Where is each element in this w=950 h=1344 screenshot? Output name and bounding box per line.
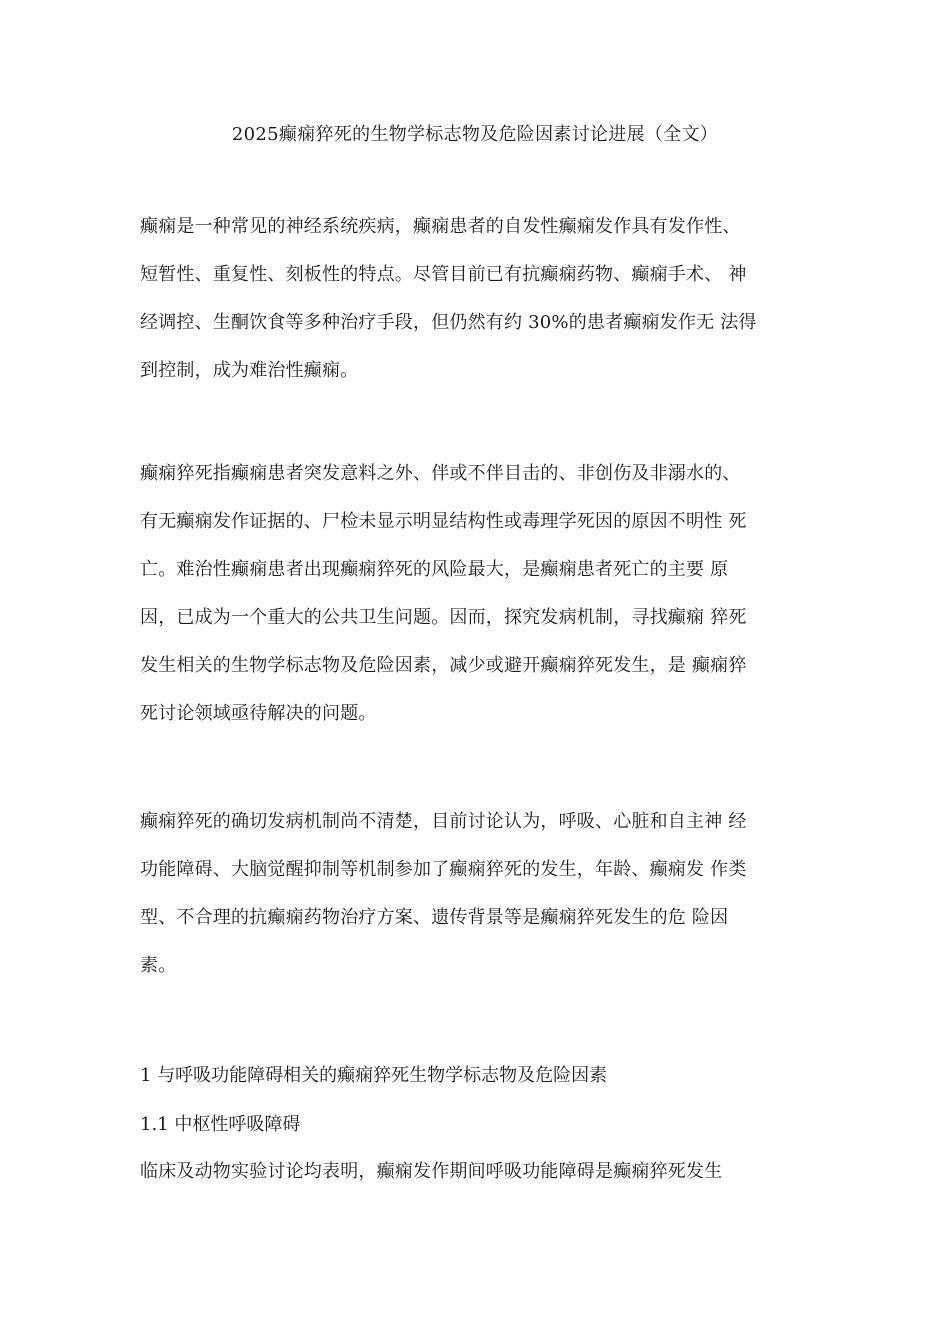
text-line: 素。 — [140, 955, 177, 976]
text-line: 临床及动物实验讨论均表明，癫痫发作期间呼吸功能障碍是癫痫猝死发生 — [140, 1161, 723, 1182]
text-line: 死讨论领域亟待解决的问题。 — [140, 703, 377, 724]
text-line: 发生相关的生物学标志物及危险因素，减少或避开癫痫猝死发生，是 癫痫猝 — [140, 655, 747, 676]
text-line: 癫痫猝死指癫痫患者突发意料之外、伴或不伴目击的、非创伤及非溺水的、 — [140, 463, 741, 484]
document-title: 2025癫痫猝死的生物学标志物及危险因素讨论进展（全文） — [231, 124, 719, 145]
text-line: 因，已成为一个重大的公共卫生问题。因而，探究发病机制，寻找癫痫 猝死 — [140, 607, 747, 628]
paragraph-respiratory — [140, 1148, 722, 1196]
text-line: 到控制，成为难治性癫痫。 — [140, 360, 359, 381]
text-line: 癫痫猝死的确切发病机制尚不清楚，目前讨论认为，呼吸、心脏和自主神 经 — [140, 811, 747, 832]
paragraph-definition — [140, 450, 747, 738]
paragraph-intro — [140, 203, 757, 395]
paragraph-mechanism — [140, 798, 747, 990]
text-line: 癫痫是一种常见的神经系统疾病，癫痫患者的自发性癫痫发作具有发作性、 — [140, 216, 741, 237]
text-line: 短暂性、重复性、刻板性的特点。尽管目前已有抗癫痫药物、癫痫手术、 神 — [140, 264, 747, 285]
text-line: 型、不合理的抗癫痫药物治疗方案、遗传背景等是癫痫猝死发生的危 险因 — [140, 907, 729, 928]
text-line: 功能障碍、大脑觉醒抑制等机制参加了癫痫猝死的发生，年龄、癫痫发 作类 — [140, 859, 747, 880]
section-heading: 1 与呼吸功能障碍相关的癫痫猝死生物学标志物及危险因素 — [140, 1065, 608, 1086]
text-line: 有无癫痫发作证据的、尸检未显示明显结构性或毒理学死因的原因不明性 死 — [140, 511, 747, 532]
text-line: 经调控、生酮饮食等多种治疗手段，但仍然有约 30%的患者癫痫发作无 法得 — [140, 312, 757, 333]
subsection-heading: 1.1 中枢性呼吸障碍 — [140, 1114, 301, 1135]
text-line: 亡。难治性癫痫患者出现癫痫猝死的风险最大，是癫痫患者死亡的主要 原 — [140, 559, 729, 580]
